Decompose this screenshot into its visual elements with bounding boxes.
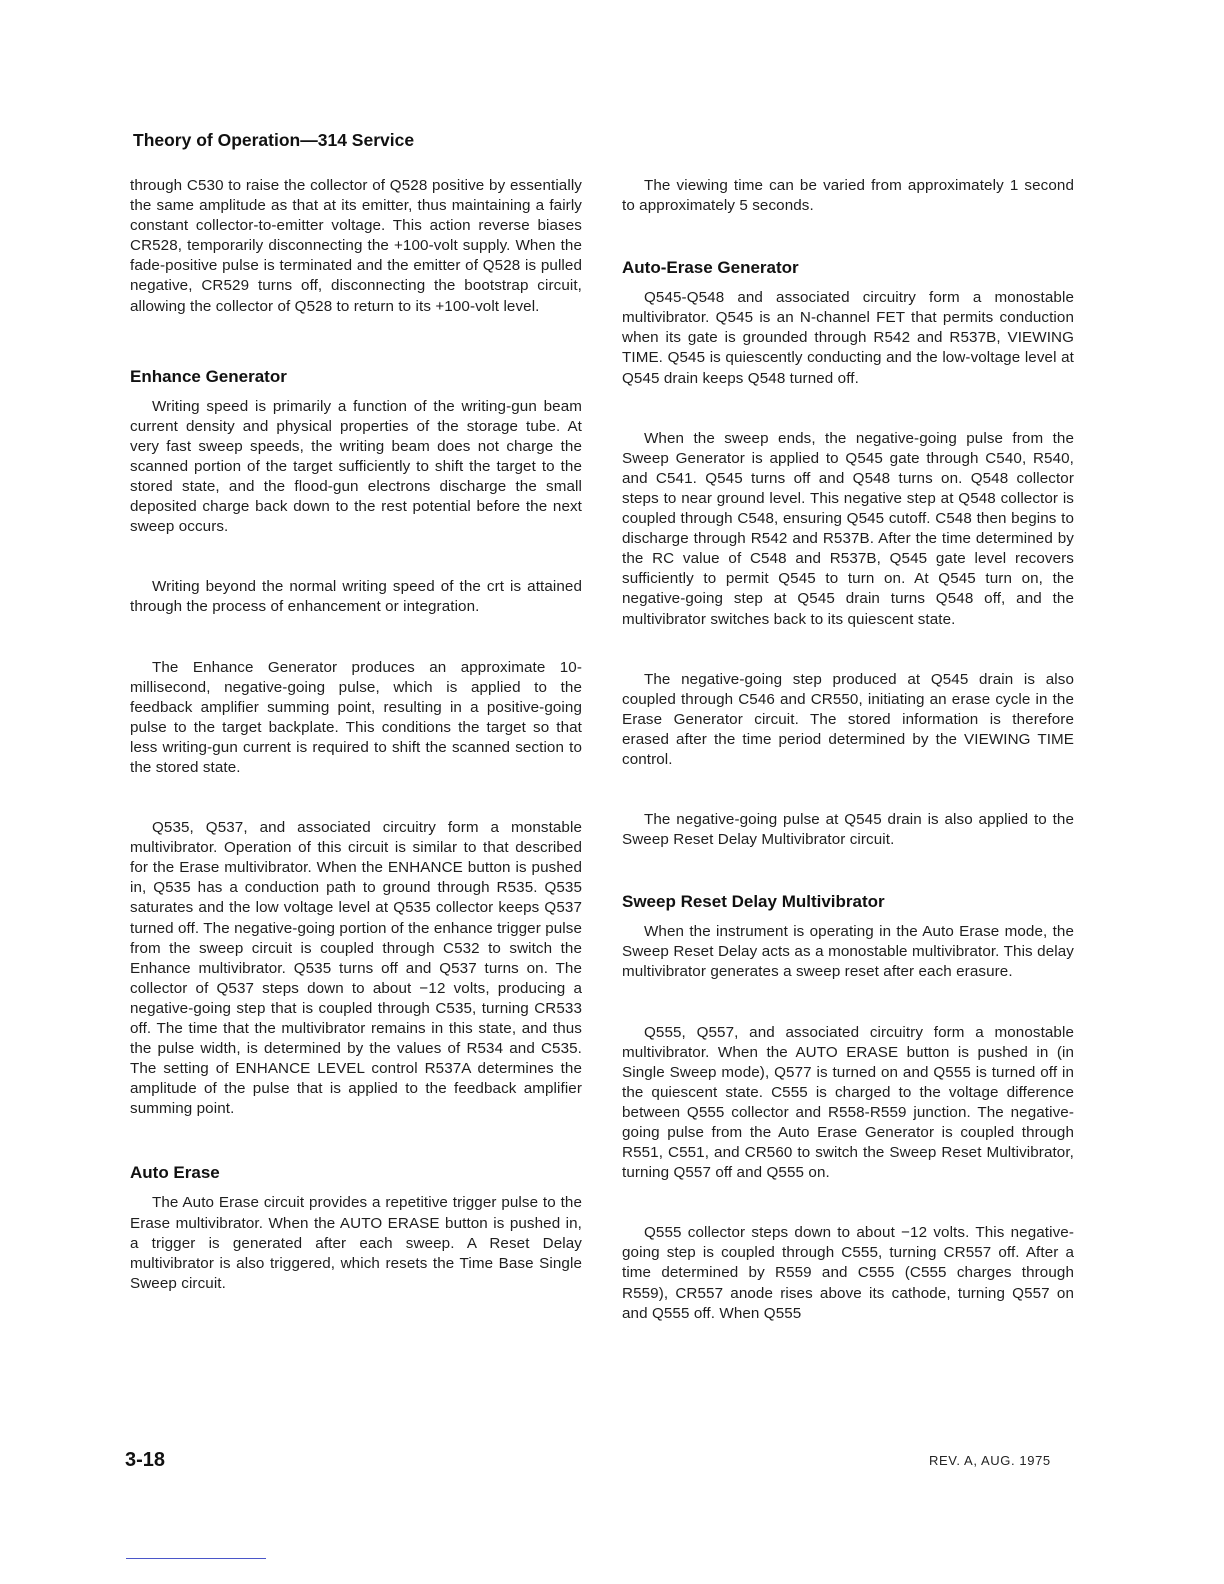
sweep-reset-paragraph-3: Q555 collector steps down to about −12 volts. This negative-going step is coupled through C555, turning CR557 off. After a time determined by R559 and C555 (C555 charges through R559), CR557 anode rises above its cathode, turning Q557 on and Q555 off. When Q555 — [622, 1224, 1074, 1322]
heading-sweep-reset-delay: Sweep Reset Delay Multivibrator — [622, 892, 885, 912]
auto-erase-generator-paragraph-1: Q545-Q548 and associated circuitry form a monostable multivibrator. Q545 is an N-channel FET that permits conduction when its gate is grounded through R542 and R537B, VIEWING TIME. Q545 is quiescently conducting and the low-voltage level at Q545 drain keeps Q548 turned off. — [622, 289, 1074, 387]
auto-erase-generator-paragraph-2: When the sweep ends, the negative-going pulse from the Sweep Generator is applied to Q545 gate through C540, R540, and C541. Q545 turns off and Q548 turns on. Q548 collector steps to near ground level. This negative step at Q548 collector is coupled through C548, ensuring Q545 cutoff. C548 then begins to discharge through R542 and R537B. After the time determined by the RC value of C548 and R537B, Q545 gate level recovers sufficiently to permit Q545 to turn on. At Q545 turn on, the negative-going step at Q545 drain turns Q548 off, and the multivibrator switches back to its quiescent state. — [622, 429, 1074, 628]
continued-paragraph: through C530 to raise the collector of Q528 positive by essentially the same amplitude as that at its emitter, thus maintaining a fairly constant collector-to-emitter voltage. This action reverse biases CR528, temporarily disconnecting the +100-volt supply. When the fade-positive pulse is terminated and the emitter of Q528 is pulled negative, CR529 turns off, disconnecting the bootstrap circuit, allowing the collector of Q528 to return to its +100-volt level. — [130, 177, 582, 315]
revision-date: REV. A, AUG. 1975 — [929, 1453, 1051, 1468]
page-number: 3-18 — [125, 1449, 166, 1471]
sweep-reset-paragraph-2: Q555, Q557, and associated circuitry form a monostable multivibrator. When the AUTO ERASE button is pushed in (in Single Sweep mode), Q577 is turned on and Q555 is turned off in the quiescent state. C555 is charged to the voltage difference between Q555 collector and R558-R559 junction. The negative-going pulse from the Auto Erase Generator is coupled through R551, C551, and CR560 to switch the Sweep Reset Multivibrator, turning Q557 off and Q555 on. — [622, 1023, 1074, 1182]
sweep-reset-paragraph-1: When the instrument is operating in the Auto Erase mode, the Sweep Reset Delay acts as a monostable multivibrator. This delay multivibrator generates a sweep reset after each erasure. — [622, 923, 1074, 981]
page-header: Theory of Operation—314 Service — [133, 130, 415, 150]
auto-erase-paragraph-1: The Auto Erase circuit provides a repetitive trigger pulse to the Erase multivibrator. When the AUTO ERASE button is pushed in, a trigger is generated after each sweep. A Reset Delay multivibrator is also triggered, which resets the Time Base Single Sweep circuit. — [130, 1194, 582, 1292]
auto-erase-generator-paragraph-4: The negative-going pulse at Q545 drain is also applied to the Sweep Reset Delay Multivibrator circuit. — [622, 811, 1074, 849]
heading-enhance-generator: Enhance Generator — [130, 366, 287, 386]
enhance-paragraph-4: Q535, Q537, and associated circuitry form a monstable multivibrator. Operation of this circuit is similar to that described for the Erase multivibrator. When the ENHANCE button is pushed in, Q535 has a conduction path to ground through R535. Q535 saturates and the low voltage level at Q535 collector keeps Q537 turned off. The negative-going portion of the enhance trigger pulse from the sweep circuit is coupled through C532 to switch the Enhance multivibrator. Q535 turns off and Q537 turns on. The collector of Q537 steps down to about −12 volts, producing a negative-going step that is coupled through C535, turning CR533 off. The time that the multivibrator remains in this state, and thus the pulse width, is determined by the values of R534 and C535. The setting of ENHANCE LEVEL control R537A determines the amplitude of the pulse that is applied to the feedback amplifier summing point. — [130, 819, 582, 1118]
viewing-time-paragraph: The viewing time can be varied from approximately 1 second to approximately 5 seconds. — [622, 177, 1074, 215]
enhance-paragraph-1: Writing speed is primarily a function of the writing-gun beam current density and physical properties of the storage tube. At very fast sweep speeds, the writing beam does not charge the scanned portion of the target sufficiently to shift the target to the stored state, and the flood-gun electrons discharge the small deposited charge back down to the rest potential before the next sweep occurs. — [130, 397, 582, 536]
enhance-paragraph-3: The Enhance Generator produces an approximate 10-millisecond, negative-going pulse, which is applied to the feedback amplifier summing point, resulting in a positive-going pulse to the target backplate. This conditions the target so that less writing-gun current is required to shift the scanned section to the stored state. — [130, 658, 582, 776]
auto-erase-generator-paragraph-3: The negative-going step produced at Q545 drain is also coupled through C546 and CR550, initiating an erase cycle in the Erase Generator circuit. The stored information is therefore erased after the time period determined by the VIEWING TIME control. — [622, 670, 1074, 768]
enhance-paragraph-2: Writing beyond the normal writing speed of the crt is attained through the process of enhancement or integration. — [130, 578, 582, 616]
heading-auto-erase-generator: Auto-Erase Generator — [622, 258, 799, 278]
right-column — [622, 176, 1074, 1324]
heading-auto-erase: Auto Erase — [130, 1163, 220, 1183]
footer-rule — [126, 1558, 266, 1559]
left-column — [130, 176, 582, 1294]
